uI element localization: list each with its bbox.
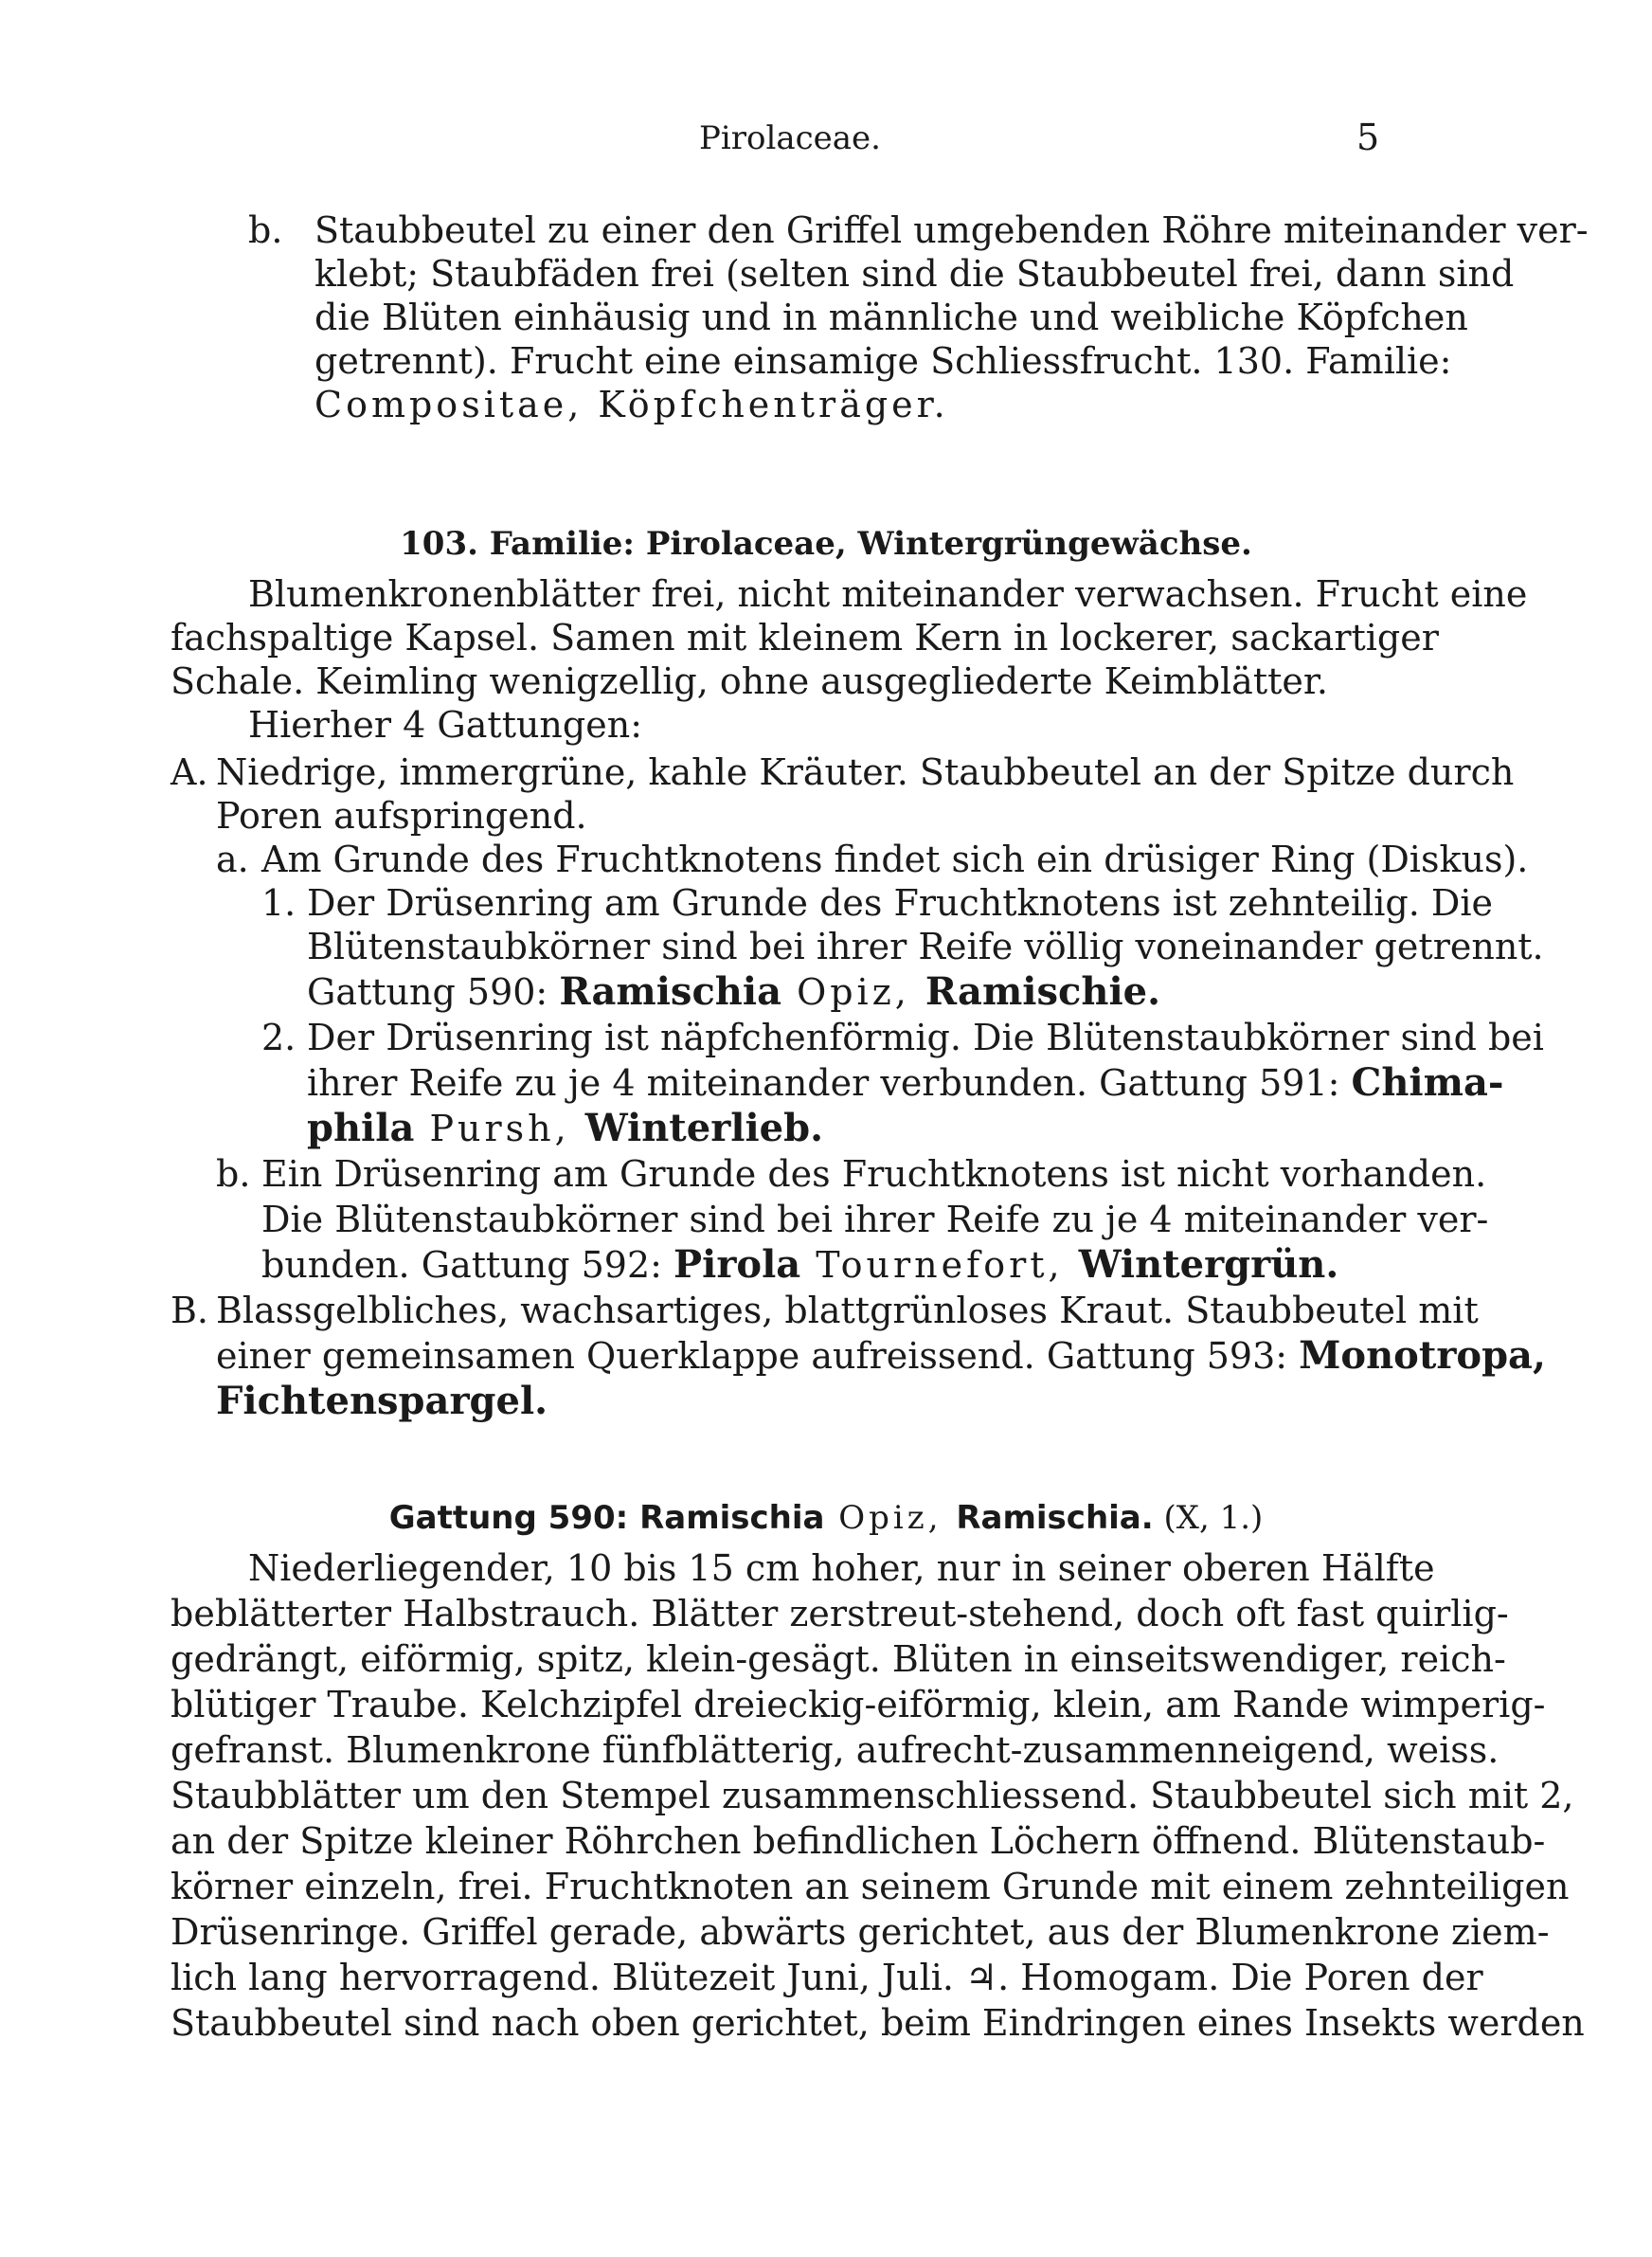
genus-prefix: Gattung 590: — [307, 971, 560, 1013]
key-marker-b: b. — [248, 209, 283, 251]
genus-591-line — [307, 1060, 1504, 1105]
genus-prefix: einer gemeinsamen Querklappe aufreissend. Gattung 593: — [216, 1335, 1300, 1377]
heading-common-name: Ramischia. — [956, 1499, 1154, 1537]
genus-common-name: Winterlieb. — [584, 1106, 824, 1150]
key-marker-2: 2. — [261, 1017, 296, 1058]
genus-name: Monotropa, — [1299, 1333, 1546, 1378]
text-line: Niedrige, immergrüne, kahle Kräuter. Staubbeutel an der Spitze durch — [216, 751, 1515, 793]
text-line: Blumenkronenblätter frei, nicht miteinander verwachsen. Frucht eine — [248, 573, 1528, 615]
genus-common-name: Wintergrün. — [1078, 1242, 1339, 1287]
text-line: Der Drüsenring ist näpfchenförmig. Die Blütenstaubkörner sind bei — [307, 1017, 1544, 1058]
key-marker-B: B. — [171, 1290, 209, 1331]
heading-prefix: Gattung 590: — [388, 1499, 640, 1537]
genera-intro: Hierher 4 Gattungen: — [248, 704, 642, 746]
genus-591-line-cont — [307, 1107, 823, 1150]
key-marker-a: a. — [216, 839, 249, 880]
heading-genus-name: Ramischia — [639, 1499, 825, 1537]
genus-590-line — [307, 970, 1160, 1014]
heading-linnaean-class: (X, 1.) — [1153, 1499, 1264, 1537]
family-reference: Compositae, Köpfchenträger. — [314, 384, 949, 425]
genus-593-line — [216, 1333, 1546, 1378]
genus-name: Pirola — [673, 1242, 801, 1287]
genus-prefix: bunden. Gattung 592: — [261, 1244, 674, 1286]
key-marker-b2: b. — [216, 1153, 251, 1195]
genus-section-heading — [0, 1499, 1652, 1537]
heading-author: Opiz, — [824, 1499, 957, 1537]
genus-author: Tournefort, — [800, 1244, 1079, 1286]
genus-common-name: Fichtenspargel. — [216, 1379, 548, 1423]
genus-592-line — [261, 1243, 1338, 1287]
page-number: 5 — [1356, 117, 1380, 158]
text-line: gefranst. Blumenkrone fünfblätterig, aufrecht-zusammenneigend, weiss. — [171, 1729, 1499, 1771]
text-line: an der Spitze kleiner Röhrchen befindlichen Löchern öffnend. Blütenstaub- — [171, 1820, 1546, 1862]
genus-name-cont: phila — [307, 1106, 415, 1150]
text-line: Der Drüsenring am Grunde des Fruchtknotens ist zehnteilig. Die — [307, 882, 1493, 924]
genus-name: Ramischia — [559, 969, 781, 1014]
text-line: Poren aufspringend. — [216, 795, 587, 837]
genus-author: Opiz, — [781, 971, 925, 1013]
text-line: Staubbeutel zu einer den Griffel umgebenden Röhre miteinander ver- — [314, 209, 1589, 251]
text-line: Schale. Keimling wenigzellig, ohne ausgegliederte Keimblätter. — [171, 660, 1328, 702]
text-line: die Blüten einhäusig und in männliche und weibliche Köpfchen — [314, 297, 1468, 338]
text-line: fachspaltige Kapsel. Samen mit kleinem Kern in lockerer, sackartiger — [171, 617, 1439, 659]
text-line: Die Blütenstaubkörner sind bei ihrer Reife zu je 4 miteinander ver- — [261, 1199, 1489, 1240]
text-line: Am Grunde des Fruchtknotens findet sich ein drüsiger Ring (Diskus). — [261, 839, 1529, 880]
text-line: Blassgelbliches, wachsartiges, blattgrünloses Kraut. Staubbeutel mit — [216, 1290, 1479, 1331]
text-line: Niederliegender, 10 bis 15 cm hoher, nur in seiner oberen Hälfte — [248, 1547, 1435, 1589]
text-line: gedrängt, eiförmig, spitz, klein-gesägt. Blüten in einseitswendiger, reich- — [171, 1638, 1506, 1680]
text-line: getrennt). Frucht eine einsamige Schliessfrucht. 130. Familie: — [314, 340, 1452, 382]
genus-prefix: ihrer Reife zu je 4 miteinander verbunden. Gattung 591: — [307, 1062, 1352, 1104]
text-line: lich lang hervorragend. Blütezeit Juni, Juli. ♃. Homogam. Die Poren der — [171, 1957, 1483, 1998]
text-line: Drüsenringe. Griffel gerade, abwärts gerichtet, aus der Blumenkrone ziem- — [171, 1911, 1550, 1953]
key-marker-1: 1. — [261, 882, 296, 924]
text-line: Ein Drüsenring am Grunde des Fruchtknotens ist nicht vorhanden. — [261, 1153, 1487, 1195]
text-line: Blütenstaubkörner sind bei ihrer Reife völlig voneinander getrennt. — [307, 926, 1544, 967]
genus-common-name: Ramischie. — [925, 969, 1161, 1014]
text-line: Staubblätter um den Stempel zusammenschliessend. Staubbeutel sich mit 2, — [171, 1775, 1574, 1816]
text-line: klebt; Staubfäden frei (selten sind die Staubbeutel frei, dann sind — [314, 253, 1515, 295]
genus-name: Chima- — [1351, 1060, 1504, 1105]
text-line: blütiger Traube. Kelchzipfel dreieckig-eiförmig, klein, am Rande wimperig- — [171, 1684, 1546, 1725]
family-heading: 103. Familie: Pirolaceae, Wintergrüngewächse. — [400, 525, 1252, 563]
text-line: körner einzeln, frei. Fruchtknoten an seinem Grunde mit einem zehnteiligen — [171, 1866, 1570, 1907]
genus-author: Pursh, — [414, 1108, 585, 1149]
key-marker-A: A. — [171, 751, 208, 793]
text-line: beblätterter Halbstrauch. Blätter zerstreut-stehend, doch oft fast quirlig- — [171, 1593, 1509, 1634]
text-line: Staubbeutel sind nach oben gerichtet, beim Eindringen eines Insekts werden — [171, 2002, 1585, 2044]
running-header-title: Pirolaceae. — [699, 119, 881, 157]
